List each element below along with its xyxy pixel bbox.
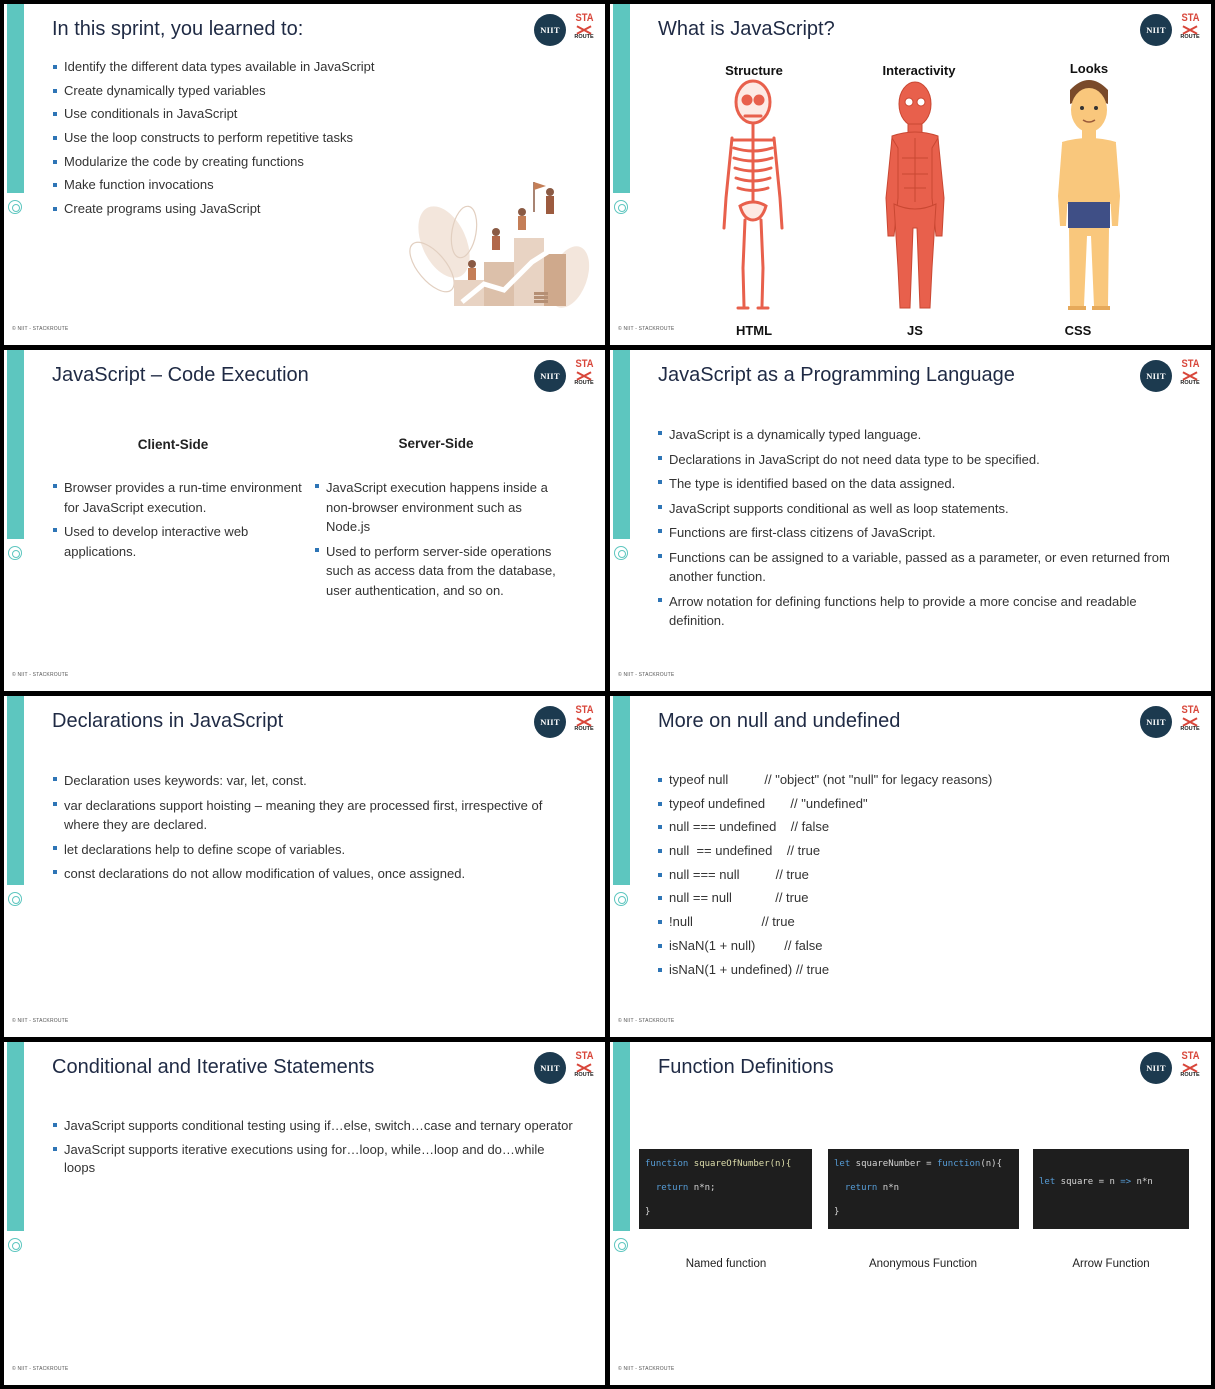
figure-label-looks: Looks <box>1069 61 1109 76</box>
stackroute-logo: STA ROUTE <box>1180 1050 1200 1078</box>
list-item: isNaN(1 + null) // false <box>658 938 992 962</box>
ring-icon <box>614 892 628 906</box>
list-item: isNaN(1 + undefined) // true <box>658 962 992 986</box>
named-function-code: function squareOfNumber(n){ return n*n; } <box>639 1149 812 1229</box>
list-item: Functions can be assigned to a variable, passed as a parameter, or even returned from another function. <box>658 548 1178 587</box>
list-item: Make function invocations <box>53 177 375 201</box>
list-item: Functions are first-class citizens of JavaScript. <box>658 523 1178 543</box>
anonymous-function-caption: Anonymous Function <box>868 1258 978 1270</box>
server-side-heading: Server-Side <box>398 436 474 451</box>
anonymous-function-code: let squareNumber = function(n){ return n*n } <box>828 1149 1019 1229</box>
accent-bar <box>7 350 24 539</box>
stackroute-logo: STA ROUTE <box>574 704 594 732</box>
slide-code-execution <box>4 350 605 691</box>
human-figure <box>1056 76 1122 314</box>
stackroute-logo: STA ROUTE <box>1180 12 1200 40</box>
slide-title: In this sprint, you learned to: <box>52 18 304 40</box>
list-item: null == null // true <box>658 890 992 914</box>
list-item: Create dynamically typed variables <box>53 83 375 107</box>
niit-logo: NIIT <box>534 1052 566 1084</box>
list-item: Use the loop constructs to perform repetitive tasks <box>53 130 375 154</box>
list-item: Identify the different data types available in JavaScript <box>53 59 375 83</box>
footer-copyright: © NIIT - STACKROUTE <box>12 1366 69 1372</box>
declarations-list <box>53 771 573 889</box>
niit-logo: NIIT <box>1140 1052 1172 1084</box>
list-item: Used to perform server-side operations such as access data from the database, user authentication, and so on. <box>315 542 565 601</box>
accent-bar <box>7 696 24 885</box>
list-item: var declarations support hoisting – meaning they are processed first, irrespective of where they are declared. <box>53 796 573 835</box>
slide-title: More on null and undefined <box>658 710 901 732</box>
footer-copyright: © NIIT - STACKROUTE <box>618 326 675 332</box>
list-item: null === null // true <box>658 867 992 891</box>
stackroute-logo: STA ROUTE <box>574 12 594 40</box>
server-side-list <box>315 478 565 605</box>
figure-label-structure: Structure <box>725 63 783 78</box>
null-undefined-list <box>658 772 992 985</box>
list-item: Used to develop interactive web applications. <box>53 522 303 561</box>
arrow-function-code: let square = n => n*n <box>1033 1149 1189 1229</box>
ring-icon <box>8 1238 22 1252</box>
accent-bar <box>613 1042 630 1231</box>
ring-icon <box>8 200 22 214</box>
accent-bar <box>7 4 24 193</box>
list-item: null == undefined // true <box>658 843 992 867</box>
niit-logo: NIIT <box>1140 706 1172 738</box>
list-item: JavaScript supports iterative executions using for…loop, while…loop and do…while loops <box>53 1141 573 1177</box>
list-item: Browser provides a run-time environment for JavaScript execution. <box>53 478 303 517</box>
list-item: Modularize the code by creating functions <box>53 154 375 178</box>
list-item: typeof undefined // "undefined" <box>658 796 992 820</box>
slide-title: Conditional and Iterative Statements <box>52 1056 375 1078</box>
slide-title: JavaScript as a Programming Language <box>658 364 1015 386</box>
slide-null-undefined <box>610 696 1211 1037</box>
footer-copyright: © NIIT - STACKROUTE <box>12 326 69 332</box>
client-side-list <box>53 478 303 566</box>
ring-icon <box>614 546 628 560</box>
slide-declarations <box>4 696 605 1037</box>
slide-conditional-iterative <box>4 1042 605 1385</box>
list-item: Declaration uses keywords: var, let, const. <box>53 771 573 791</box>
stackroute-logo: STA ROUTE <box>1180 704 1200 732</box>
list-item: typeof null // "object" (not "null" for legacy reasons) <box>658 772 992 796</box>
figure-label-html: HTML <box>735 323 773 338</box>
list-item: !null // true <box>658 914 992 938</box>
list-item: const declarations do not allow modification of values, once assigned. <box>53 864 573 884</box>
figure-label-css: CSS <box>1064 323 1092 338</box>
slide-what-is-javascript <box>610 4 1211 345</box>
summary-list <box>53 59 375 225</box>
list-item: Arrow notation for defining functions help to provide a more concise and readable definition. <box>658 592 1178 631</box>
niit-logo: NIIT <box>1140 360 1172 392</box>
niit-logo: NIIT <box>534 706 566 738</box>
language-features-list <box>658 425 1178 636</box>
statements-list <box>53 1117 573 1183</box>
niit-logo: NIIT <box>534 360 566 392</box>
slide-title: What is JavaScript? <box>658 18 835 40</box>
named-function-caption: Named function <box>685 1258 767 1270</box>
ring-icon <box>614 200 628 214</box>
list-item: JavaScript supports conditional testing using if…else, switch…case and ternary operator <box>53 1117 573 1135</box>
list-item: null === undefined // false <box>658 819 992 843</box>
list-item: JavaScript execution happens inside a non-browser environment such as Node.js <box>315 478 565 537</box>
stackroute-logo: STA ROUTE <box>574 358 594 386</box>
stackroute-logo: STA ROUTE <box>574 1050 594 1078</box>
figure-label-interactivity: Interactivity <box>882 63 956 78</box>
footer-copyright: © NIIT - STACKROUTE <box>618 1018 675 1024</box>
slide-programming-language <box>610 350 1211 691</box>
skeleton-figure <box>718 78 788 314</box>
teamwork-illustration <box>404 172 600 314</box>
ring-icon <box>614 1238 628 1252</box>
footer-copyright: © NIIT - STACKROUTE <box>618 672 675 678</box>
niit-logo: NIIT <box>534 14 566 46</box>
client-side-heading: Client-Side <box>137 437 209 452</box>
slide-function-definitions <box>610 1042 1211 1385</box>
list-item: Declarations in JavaScript do not need data type to be specified. <box>658 450 1178 470</box>
accent-bar <box>613 696 630 885</box>
accent-bar <box>7 1042 24 1231</box>
footer-copyright: © NIIT - STACKROUTE <box>12 672 69 678</box>
footer-copyright: © NIIT - STACKROUTE <box>618 1366 675 1372</box>
accent-bar <box>613 350 630 539</box>
stackroute-logo: STA ROUTE <box>1180 358 1200 386</box>
list-item: The type is identified based on the data assigned. <box>658 474 1178 494</box>
slide-sprint-summary <box>4 4 605 345</box>
list-item: let declarations help to define scope of variables. <box>53 840 573 860</box>
footer-copyright: © NIIT - STACKROUTE <box>12 1018 69 1024</box>
ring-icon <box>8 892 22 906</box>
list-item: JavaScript is a dynamically typed language. <box>658 425 1178 445</box>
figure-label-js: JS <box>907 323 923 338</box>
slide-title: JavaScript – Code Execution <box>52 364 309 386</box>
muscle-figure <box>884 78 946 314</box>
arrow-function-caption: Arrow Function <box>1072 1258 1150 1270</box>
ring-icon <box>8 546 22 560</box>
list-item: JavaScript supports conditional as well as loop statements. <box>658 499 1178 519</box>
list-item: Use conditionals in JavaScript <box>53 106 375 130</box>
slide-title: Function Definitions <box>658 1056 834 1078</box>
accent-bar <box>613 4 630 193</box>
niit-logo: NIIT <box>1140 14 1172 46</box>
slide-title: Declarations in JavaScript <box>52 710 284 732</box>
list-item: Create programs using JavaScript <box>53 201 375 225</box>
